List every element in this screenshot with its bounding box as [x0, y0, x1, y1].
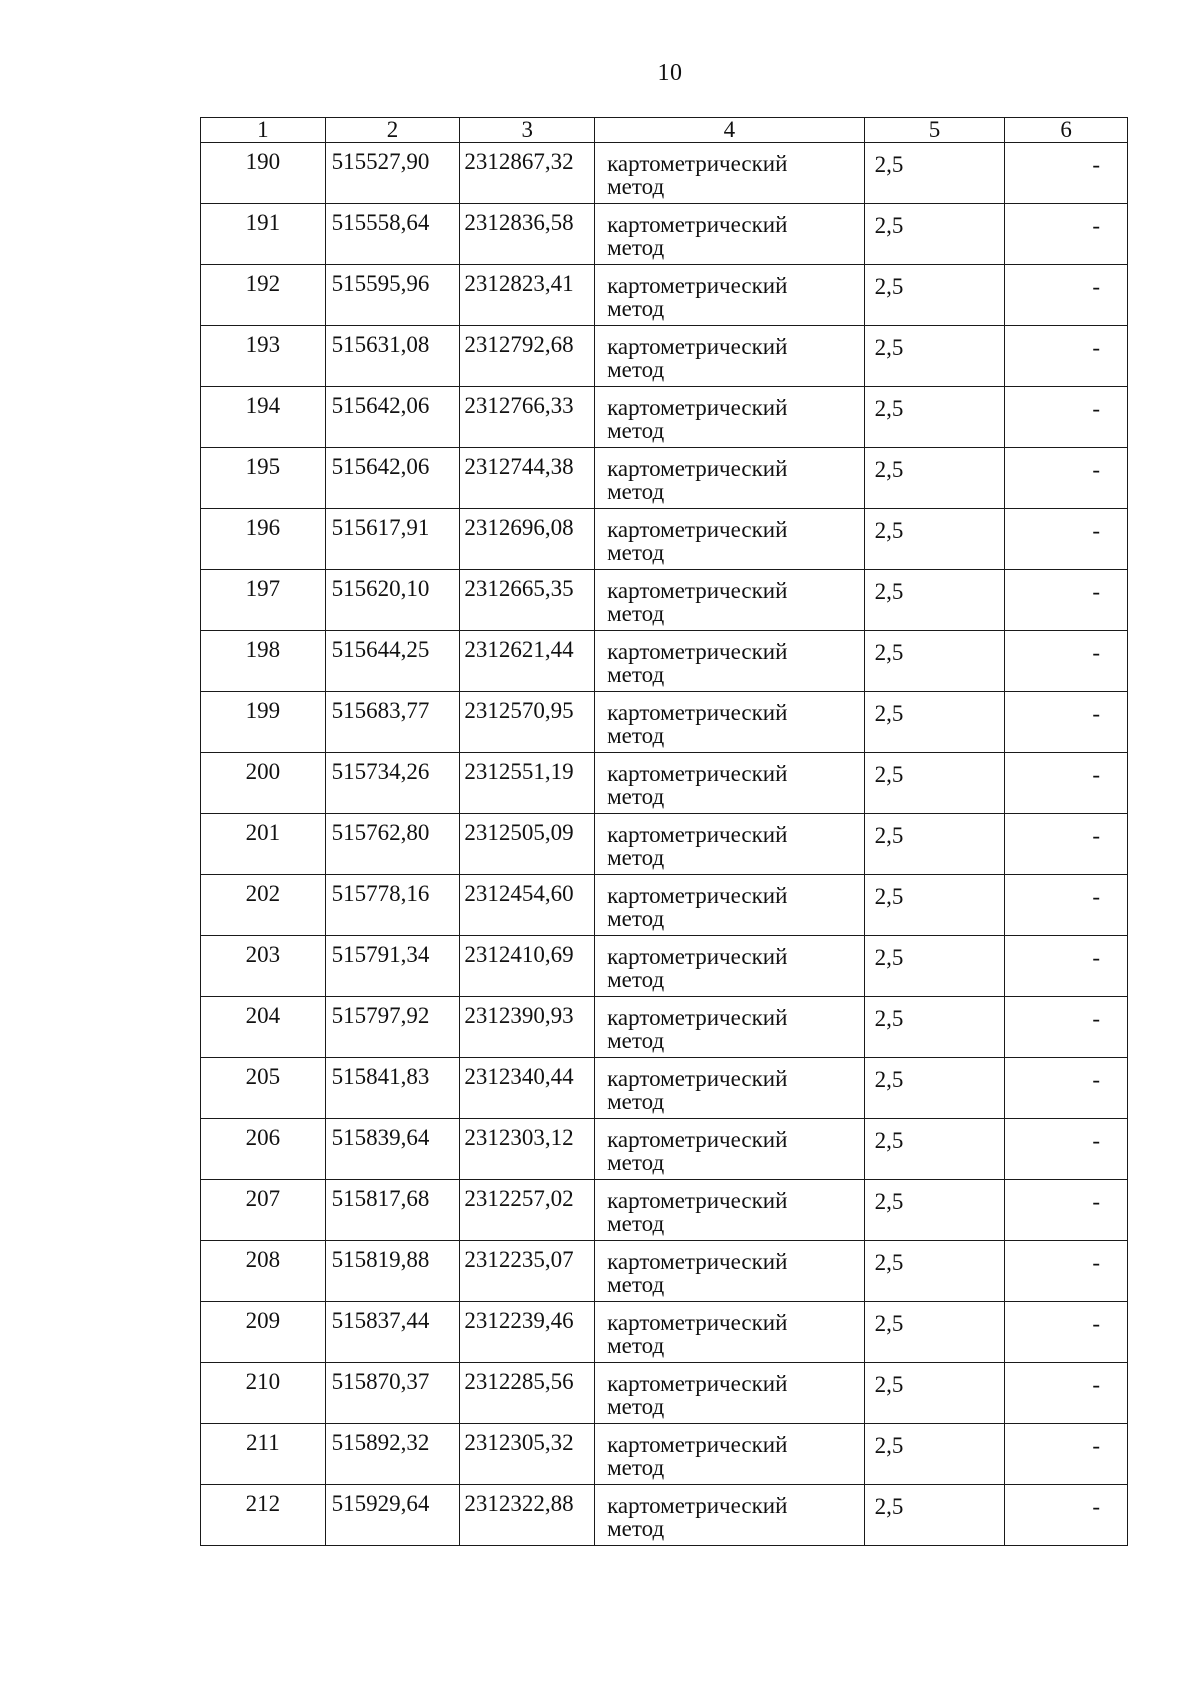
y-coordinate-cell: 2312410,69 — [460, 936, 595, 997]
note-cell: - — [1005, 387, 1128, 448]
x-coordinate-cell: 515631,08 — [325, 326, 460, 387]
note-cell: - — [1005, 997, 1128, 1058]
table-row — [201, 1302, 1128, 1363]
point-number-cell: 205 — [201, 1058, 326, 1119]
x-coordinate-cell: 515791,34 — [325, 936, 460, 997]
table-row — [201, 387, 1128, 448]
note-cell: - — [1005, 143, 1128, 204]
x-coordinate-cell: 515892,32 — [325, 1424, 460, 1485]
method-text-line-2: метод — [607, 174, 665, 199]
point-number-cell: 207 — [201, 1180, 326, 1241]
page-number: 10 — [657, 60, 683, 86]
point-number-cell: 198 — [201, 631, 326, 692]
table-row — [201, 1363, 1128, 1424]
point-number-cell: 208 — [201, 1241, 326, 1302]
x-coordinate-cell: 515527,90 — [325, 143, 460, 204]
point-number-cell: 190 — [201, 143, 326, 204]
method-cell — [595, 204, 864, 265]
method-cell — [595, 1363, 864, 1424]
method-text-line-1: картометрический — [607, 334, 788, 359]
note-cell: - — [1005, 1302, 1128, 1363]
y-coordinate-cell: 2312454,60 — [460, 875, 595, 936]
accuracy-cell: 2,5 — [864, 936, 1005, 997]
note-cell: - — [1005, 692, 1128, 753]
accuracy-cell: 2,5 — [864, 509, 1005, 570]
x-coordinate-cell: 515839,64 — [325, 1119, 460, 1180]
point-number-cell: 194 — [201, 387, 326, 448]
accuracy-cell: 2,5 — [864, 1485, 1005, 1546]
table-row — [201, 1241, 1128, 1302]
accuracy-cell: 2,5 — [864, 1241, 1005, 1302]
table-row — [201, 631, 1128, 692]
x-coordinate-cell: 515595,96 — [325, 265, 460, 326]
table-row — [201, 692, 1128, 753]
table-row — [201, 143, 1128, 204]
point-number-cell: 193 — [201, 326, 326, 387]
note-cell: - — [1005, 1119, 1128, 1180]
x-coordinate-cell: 515778,16 — [325, 875, 460, 936]
table-row — [201, 1119, 1128, 1180]
x-coordinate-cell: 515797,92 — [325, 997, 460, 1058]
method-cell — [595, 387, 864, 448]
method-text-line-1: картометрический — [607, 944, 788, 969]
note-cell: - — [1005, 753, 1128, 814]
header-col-3: 3 — [460, 118, 595, 143]
x-coordinate-cell: 515837,44 — [325, 1302, 460, 1363]
accuracy-cell: 2,5 — [864, 875, 1005, 936]
y-coordinate-cell: 2312505,09 — [460, 814, 595, 875]
table-row — [201, 997, 1128, 1058]
point-number-cell: 202 — [201, 875, 326, 936]
method-cell — [595, 692, 864, 753]
method-text-line-1: картометрический — [607, 395, 788, 420]
point-number-cell: 209 — [201, 1302, 326, 1363]
method-cell — [595, 631, 864, 692]
note-cell: - — [1005, 1180, 1128, 1241]
accuracy-cell: 2,5 — [864, 692, 1005, 753]
x-coordinate-cell: 515620,10 — [325, 570, 460, 631]
y-coordinate-cell: 2312322,88 — [460, 1485, 595, 1546]
point-number-cell: 212 — [201, 1485, 326, 1546]
method-text-line-1: картометрический — [607, 1310, 788, 1335]
x-coordinate-cell: 515841,83 — [325, 1058, 460, 1119]
method-cell — [595, 1424, 864, 1485]
method-text-line-2: метод — [607, 1272, 665, 1297]
y-coordinate-cell: 2312285,56 — [460, 1363, 595, 1424]
method-cell — [595, 1058, 864, 1119]
y-coordinate-cell: 2312766,33 — [460, 387, 595, 448]
point-number-cell: 191 — [201, 204, 326, 265]
accuracy-cell: 2,5 — [864, 387, 1005, 448]
method-text-line-2: метод — [607, 1089, 665, 1114]
method-cell — [595, 814, 864, 875]
method-text-line-1: картометрический — [607, 273, 788, 298]
method-text-line-2: метод — [607, 357, 665, 382]
method-text-line-1: картометрический — [607, 639, 788, 664]
method-text-line-1: картометрический — [607, 1005, 788, 1030]
table-row — [201, 1180, 1128, 1241]
method-text-line-2: метод — [607, 418, 665, 443]
method-text-line-1: картометрический — [607, 1188, 788, 1213]
method-text-line-1: картометрический — [607, 578, 788, 603]
header-col-2: 2 — [325, 118, 460, 143]
method-cell — [595, 936, 864, 997]
x-coordinate-cell: 515870,37 — [325, 1363, 460, 1424]
method-text-line-2: метод — [607, 967, 665, 992]
x-coordinate-cell: 515762,80 — [325, 814, 460, 875]
point-number-cell: 206 — [201, 1119, 326, 1180]
header-col-1: 1 — [201, 118, 326, 143]
table-row — [201, 1424, 1128, 1485]
note-cell: - — [1005, 265, 1128, 326]
method-text-line-1: картометрический — [607, 700, 788, 725]
method-text-line-2: метод — [607, 1333, 665, 1358]
table-row — [201, 326, 1128, 387]
method-text-line-2: метод — [607, 1150, 665, 1175]
method-text-line-2: метод — [607, 906, 665, 931]
note-cell: - — [1005, 570, 1128, 631]
method-text-line-1: картометрический — [607, 761, 788, 786]
accuracy-cell: 2,5 — [864, 753, 1005, 814]
accuracy-cell: 2,5 — [864, 265, 1005, 326]
note-cell: - — [1005, 1363, 1128, 1424]
coordinates-table — [200, 117, 1128, 1546]
note-cell: - — [1005, 1241, 1128, 1302]
y-coordinate-cell: 2312665,35 — [460, 570, 595, 631]
method-cell — [595, 753, 864, 814]
accuracy-cell: 2,5 — [864, 570, 1005, 631]
y-coordinate-cell: 2312792,68 — [460, 326, 595, 387]
method-text-line-2: метод — [607, 235, 665, 260]
point-number-cell: 199 — [201, 692, 326, 753]
y-coordinate-cell: 2312303,12 — [460, 1119, 595, 1180]
accuracy-cell: 2,5 — [864, 204, 1005, 265]
header-col-6: 6 — [1005, 118, 1128, 143]
method-text-line-2: метод — [607, 1455, 665, 1480]
accuracy-cell: 2,5 — [864, 1302, 1005, 1363]
method-cell — [595, 448, 864, 509]
y-coordinate-cell: 2312551,19 — [460, 753, 595, 814]
note-cell: - — [1005, 204, 1128, 265]
table-row — [201, 1485, 1128, 1546]
y-coordinate-cell: 2312340,44 — [460, 1058, 595, 1119]
y-coordinate-cell: 2312621,44 — [460, 631, 595, 692]
accuracy-cell: 2,5 — [864, 1180, 1005, 1241]
y-coordinate-cell: 2312570,95 — [460, 692, 595, 753]
table-body — [201, 143, 1128, 1546]
accuracy-cell: 2,5 — [864, 814, 1005, 875]
method-text-line-2: метод — [607, 296, 665, 321]
method-text-line-2: метод — [607, 845, 665, 870]
point-number-cell: 195 — [201, 448, 326, 509]
method-text-line-1: картометрический — [607, 822, 788, 847]
method-text-line-1: картометрический — [607, 212, 788, 237]
point-number-cell: 192 — [201, 265, 326, 326]
x-coordinate-cell: 515642,06 — [325, 387, 460, 448]
method-text-line-1: картометрический — [607, 1371, 788, 1396]
method-text-line-2: метод — [607, 1028, 665, 1053]
method-cell — [595, 143, 864, 204]
x-coordinate-cell: 515558,64 — [325, 204, 460, 265]
note-cell: - — [1005, 936, 1128, 997]
accuracy-cell: 2,5 — [864, 1363, 1005, 1424]
accuracy-cell: 2,5 — [864, 631, 1005, 692]
method-text-line-1: картометрический — [607, 1066, 788, 1091]
method-cell — [595, 1485, 864, 1546]
x-coordinate-cell: 515644,25 — [325, 631, 460, 692]
method-text-line-2: метод — [607, 723, 665, 748]
method-text-line-1: картометрический — [607, 456, 788, 481]
accuracy-cell: 2,5 — [864, 1119, 1005, 1180]
accuracy-cell: 2,5 — [864, 997, 1005, 1058]
method-text-line-2: метод — [607, 601, 665, 626]
method-text-line-2: метод — [607, 662, 665, 687]
note-cell: - — [1005, 631, 1128, 692]
table-row — [201, 814, 1128, 875]
note-cell: - — [1005, 509, 1128, 570]
method-cell — [595, 1241, 864, 1302]
point-number-cell: 204 — [201, 997, 326, 1058]
table-header-row — [201, 118, 1128, 143]
x-coordinate-cell: 515642,06 — [325, 448, 460, 509]
y-coordinate-cell: 2312239,46 — [460, 1302, 595, 1363]
method-text-line-2: метод — [607, 1211, 665, 1236]
method-text-line-2: метод — [607, 1516, 665, 1541]
method-text-line-2: метод — [607, 540, 665, 565]
note-cell: - — [1005, 814, 1128, 875]
x-coordinate-cell: 515929,64 — [325, 1485, 460, 1546]
y-coordinate-cell: 2312696,08 — [460, 509, 595, 570]
note-cell: - — [1005, 448, 1128, 509]
note-cell: - — [1005, 326, 1128, 387]
y-coordinate-cell: 2312257,02 — [460, 1180, 595, 1241]
table-row — [201, 1058, 1128, 1119]
method-text-line-1: картометрический — [607, 883, 788, 908]
method-text-line-2: метод — [607, 1394, 665, 1419]
table-row — [201, 448, 1128, 509]
method-text-line-1: картометрический — [607, 517, 788, 542]
point-number-cell: 211 — [201, 1424, 326, 1485]
method-text-line-1: картометрический — [607, 1493, 788, 1518]
method-text-line-2: метод — [607, 479, 665, 504]
table-row — [201, 204, 1128, 265]
y-coordinate-cell: 2312823,41 — [460, 265, 595, 326]
note-cell: - — [1005, 1485, 1128, 1546]
note-cell: - — [1005, 875, 1128, 936]
accuracy-cell: 2,5 — [864, 326, 1005, 387]
x-coordinate-cell: 515734,26 — [325, 753, 460, 814]
method-text-line-1: картометрический — [607, 1249, 788, 1274]
table-row — [201, 875, 1128, 936]
method-cell — [595, 997, 864, 1058]
accuracy-cell: 2,5 — [864, 143, 1005, 204]
note-cell: - — [1005, 1058, 1128, 1119]
x-coordinate-cell: 515819,88 — [325, 1241, 460, 1302]
point-number-cell: 201 — [201, 814, 326, 875]
x-coordinate-cell: 515617,91 — [325, 509, 460, 570]
point-number-cell: 210 — [201, 1363, 326, 1424]
table-row — [201, 753, 1128, 814]
y-coordinate-cell: 2312867,32 — [460, 143, 595, 204]
method-cell — [595, 875, 864, 936]
method-cell — [595, 570, 864, 631]
point-number-cell: 200 — [201, 753, 326, 814]
table-row — [201, 570, 1128, 631]
method-cell — [595, 509, 864, 570]
header-col-5: 5 — [864, 118, 1005, 143]
point-number-cell: 197 — [201, 570, 326, 631]
header-col-4: 4 — [595, 118, 864, 143]
method-cell — [595, 1180, 864, 1241]
method-text-line-2: метод — [607, 784, 665, 809]
method-text-line-1: картометрический — [607, 151, 788, 176]
method-cell — [595, 326, 864, 387]
method-text-line-1: картометрический — [607, 1432, 788, 1457]
y-coordinate-cell: 2312390,93 — [460, 997, 595, 1058]
method-cell — [595, 1119, 864, 1180]
method-cell — [595, 265, 864, 326]
accuracy-cell: 2,5 — [864, 1424, 1005, 1485]
y-coordinate-cell: 2312744,38 — [460, 448, 595, 509]
note-cell: - — [1005, 1424, 1128, 1485]
y-coordinate-cell: 2312235,07 — [460, 1241, 595, 1302]
x-coordinate-cell: 515683,77 — [325, 692, 460, 753]
y-coordinate-cell: 2312836,58 — [460, 204, 595, 265]
accuracy-cell: 2,5 — [864, 1058, 1005, 1119]
table-row — [201, 936, 1128, 997]
y-coordinate-cell: 2312305,32 — [460, 1424, 595, 1485]
method-cell — [595, 1302, 864, 1363]
method-text-line-1: картометрический — [607, 1127, 788, 1152]
x-coordinate-cell: 515817,68 — [325, 1180, 460, 1241]
table-row — [201, 509, 1128, 570]
point-number-cell: 196 — [201, 509, 326, 570]
accuracy-cell: 2,5 — [864, 448, 1005, 509]
table-row — [201, 265, 1128, 326]
point-number-cell: 203 — [201, 936, 326, 997]
